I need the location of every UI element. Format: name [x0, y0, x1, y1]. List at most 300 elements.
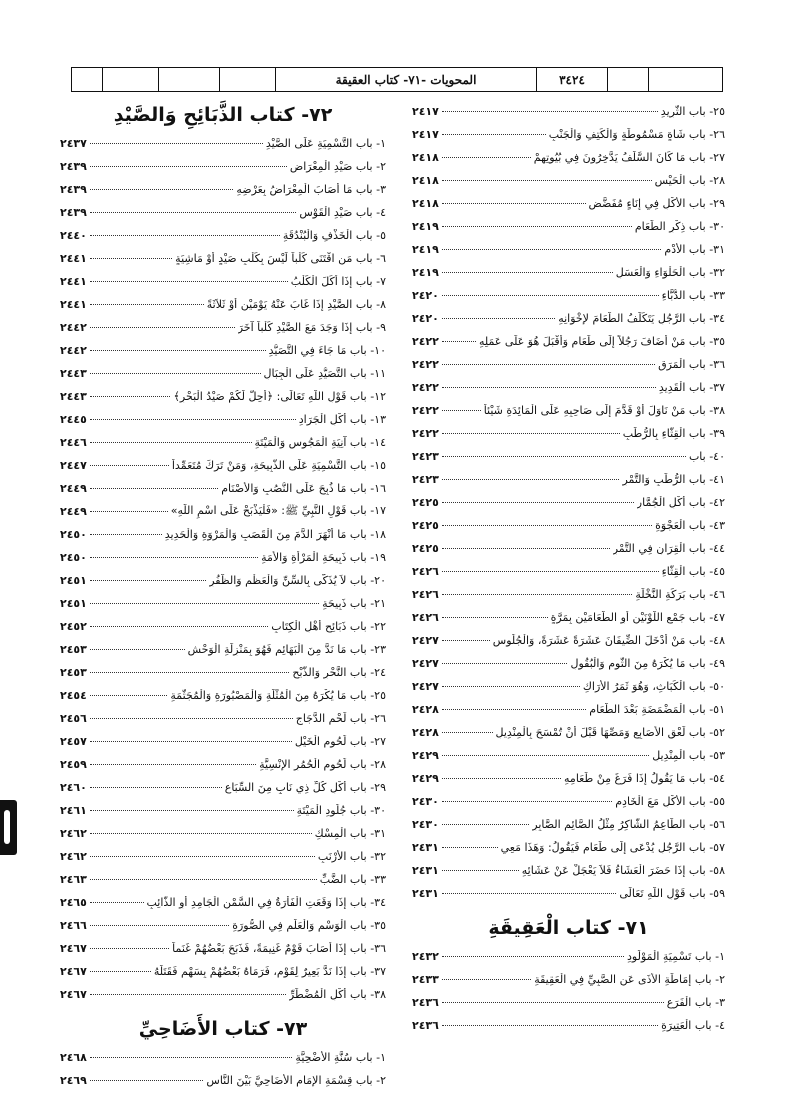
- entry-label: ١٨- باب مَا أَنْهَرَ الدَّمَ مِنَ الْقَصَبِ وَالْمَرْوَةِ وَالْحَدِيدِ: [164, 528, 386, 541]
- entry-label: ٤٦- باب بَرَكَةِ النَّخْلَةِ: [635, 588, 725, 601]
- toc-entry: [412, 652, 725, 675]
- entry-page: ٢٤٢٨: [412, 703, 439, 716]
- entry-page: ٢٤٣٠: [412, 818, 439, 831]
- leader-dots: [90, 856, 315, 857]
- toc-entry: [60, 914, 386, 937]
- header-cell: [103, 68, 159, 91]
- toc-entry: [60, 569, 386, 592]
- entry-page: ٢٤٤٩: [60, 482, 87, 495]
- toc-entry: [412, 606, 725, 629]
- book-title: ٧٢- كتاب الذَّبَائِحِ وَالصَّيْدِ: [113, 104, 333, 126]
- entry-page: ٢٤٢٦: [412, 588, 439, 601]
- entry-label: ١١- باب التَّصَيُّدِ عَلَى الْجِبَالِ: [263, 367, 386, 380]
- leader-dots: [442, 479, 620, 480]
- entry-label: ٣٢- باب الأَرْنَبِ: [317, 850, 386, 863]
- toc-entry: [60, 270, 386, 293]
- leader-dots: [90, 994, 286, 995]
- toc-entry: [412, 261, 725, 284]
- entry-page: ٢٤٥٩: [60, 758, 87, 771]
- entry-page: ٢٤٦٧: [60, 988, 87, 1001]
- entry-page: ٢٤٦٥: [60, 896, 87, 909]
- toc-entry: [60, 178, 386, 201]
- leader-dots: [442, 410, 481, 411]
- leader-dots: [90, 327, 235, 328]
- toc-entry: [60, 155, 386, 178]
- entry-label: ٤٨- باب مَنْ أَدْخَلَ الضِّيفَانَ عَشَرَةً عَشَرَةً، وَالْجُلُوسِ: [492, 634, 725, 647]
- leader-dots: [442, 364, 655, 365]
- entry-page: ٢٤٤٧: [60, 459, 87, 472]
- leader-dots: [442, 548, 610, 549]
- leader-dots: [90, 281, 288, 282]
- leader-dots: [442, 617, 548, 618]
- entry-page: ٢٤٢٥: [412, 542, 439, 555]
- toc-entry: [412, 721, 725, 744]
- entry-page: ٢٤٤٣: [60, 367, 87, 380]
- entry-label: ٦- باب مَنِ اقْتَنَى كَلْباً لَيْسَ بِكَلْبِ صَيْدٍ أَوْ مَاشِيَةٍ: [175, 252, 386, 265]
- entry-label: ١٣- باب أَكْلِ الْجَرَادِ: [298, 413, 386, 426]
- entry-label: ٤- باب الْعَتِيرَةِ: [661, 1019, 725, 1032]
- entry-page: ٢٤٢٨: [412, 726, 439, 739]
- leader-dots: [442, 502, 634, 503]
- leader-dots: [442, 571, 659, 572]
- toc-entry: [60, 477, 386, 500]
- entry-label: ٧- باب إِذَا أَكَلَ الْكَلْبُ: [290, 275, 386, 288]
- leader-dots: [90, 833, 312, 834]
- entry-page: ٢٤٣١: [412, 864, 439, 877]
- leader-dots: [442, 801, 612, 802]
- entry-label: ٢- باب صَيْدِ الْمِعْرَاضِ: [289, 160, 386, 173]
- toc-entry: [60, 224, 386, 247]
- entry-page: ٢٤٣١: [412, 841, 439, 854]
- left-column: [60, 100, 386, 1092]
- leader-dots: [442, 295, 659, 296]
- leader-dots: [90, 212, 296, 213]
- entry-label: ١٢- باب قَوْلِ اللَّهِ تَعَالَى: ﴿أُحِلَّ لَكُمْ صَيْدُ الْبَحْرِ﴾: [173, 390, 386, 403]
- leader-dots: [442, 778, 561, 779]
- leader-dots: [442, 755, 649, 756]
- entry-label: ٢٠- باب لاَ يُذَكَّى بِالسِّنِّ وَالْعَظْمِ وَالظُّفُرِ: [209, 574, 386, 587]
- entry-page: ٢٤٦١: [60, 804, 87, 817]
- entry-label: ٣- باب مَا أَصَابَ الْمِعْرَاضُ بِعَرْضِهِ: [236, 183, 386, 196]
- entry-label: ٥٥- باب الأَكْلِ مَعَ الْخَادِمِ: [615, 795, 725, 808]
- toc-entry: [412, 767, 725, 790]
- tab-mark: [4, 810, 10, 844]
- toc-entry: [412, 560, 725, 583]
- entry-label: ٤٩- باب مَا يُكْرَهُ مِنَ الثُّومِ وَالْبُقُولِ: [570, 657, 725, 670]
- leader-dots: [442, 387, 656, 388]
- toc-entry: [60, 661, 386, 684]
- toc-entry: [412, 491, 725, 514]
- header-cell: [220, 68, 276, 91]
- toc-entry: [412, 675, 725, 698]
- toc-entry: [412, 991, 725, 1014]
- leader-dots: [90, 488, 218, 489]
- leader-dots: [442, 956, 624, 957]
- entry-page: ٢٤١٨: [412, 174, 439, 187]
- entry-page: ٢٤٤٦: [60, 436, 87, 449]
- entry-page: ٢٤١٩: [412, 243, 439, 256]
- toc-entry: [412, 399, 725, 422]
- toc-entry: [412, 629, 725, 652]
- leader-dots: [442, 824, 529, 825]
- entry-label: ٢٥- باب مَا يُكْرَهُ مِنَ الْمُثْلَةِ وَالْمَصْبُورَةِ وَالْمُجَثَّمَةِ: [170, 689, 386, 702]
- entry-page: ٢٤٥٣: [60, 666, 87, 679]
- entry-page: ٢٤٢٧: [412, 680, 439, 693]
- entry-label: ٣٣- باب الضَّبِّ: [319, 873, 386, 886]
- leader-dots: [442, 249, 662, 250]
- entry-label: ٢١- باب ذَبِيحَةِ: [322, 597, 386, 610]
- toc-entry: [60, 983, 386, 1006]
- entry-label: ٥٩- باب قَوْلِ اللَّهِ تَعَالَى: [619, 887, 725, 900]
- leader-dots: [442, 847, 498, 848]
- toc-entry: [412, 422, 725, 445]
- leader-dots: [90, 396, 171, 397]
- entry-page: ٢٤٦٧: [60, 942, 87, 955]
- entry-page: ٢٤٢٢: [412, 335, 439, 348]
- toc-entry: [60, 776, 386, 799]
- entry-label: ٢٩- باب الأَكْلِ فِي إِنَاءٍ مُفَضَّضٍ: [588, 197, 725, 210]
- toc-entry: [412, 744, 725, 767]
- leader-dots: [90, 373, 261, 374]
- entry-label: ٣٢- باب الْحَلْوَاءِ وَالْعَسَلِ: [615, 266, 725, 279]
- entry-page: ٢٤١٨: [412, 151, 439, 164]
- toc-entry: [60, 385, 386, 408]
- entry-label: ٥٨- باب إِذَا حَضَرَ الْعَشَاءُ فَلاَ يَعْجَلْ عَنْ عَشَائِهِ: [521, 864, 725, 877]
- entry-page: ٢٤٣٩: [60, 160, 87, 173]
- entry-page: ٢٤٤١: [60, 298, 87, 311]
- entry-label: ٥٣- باب الْمِنْدِيلِ: [652, 749, 725, 762]
- entry-page: ٢٤٣٢: [412, 950, 439, 963]
- leader-dots: [442, 1002, 664, 1003]
- toc-entry: [60, 684, 386, 707]
- entry-page: ٢٤٥١: [60, 574, 87, 587]
- entry-label: ٢٨- باب لُحُومِ الْحُمُرِ الإِنْسِيَّةِ: [259, 758, 386, 771]
- entry-label: ١- باب التَّسْمِيَةِ عَلَى الصَّيْدِ: [265, 137, 386, 150]
- entry-label: ١٦- باب مَا ذُبِحَ عَلَى النُّصُبِ وَالأَصْنَامِ: [221, 482, 386, 495]
- entry-label: ٣٠- باب جُلُودِ الْمَيْتَةِ: [296, 804, 386, 817]
- entry-page: ٢٤٣٧: [60, 137, 87, 150]
- toc-entry: [60, 799, 386, 822]
- entry-label: ٤١- باب الرُّطَبِ وَالتَّمْرِ: [622, 473, 725, 486]
- toc-entry: [412, 514, 725, 537]
- leader-dots: [90, 764, 256, 765]
- header-cell: [649, 68, 689, 91]
- leader-dots: [442, 640, 490, 641]
- entry-page: ٢٤١٧: [412, 128, 439, 141]
- entry-label: ٤٧- باب جَمْعِ اللَّوْنَيْنِ أَوِ الطَّعَامَيْنِ بِمَرَّةٍ: [550, 611, 725, 624]
- leader-dots: [442, 203, 586, 204]
- leader-dots: [90, 350, 266, 351]
- entry-label: ٣- باب الْفَرَعِ: [666, 996, 725, 1009]
- toc-entry: [60, 546, 386, 569]
- entry-page: ٢٤٣٦: [412, 996, 439, 1009]
- entry-label: ٣٦- باب إِذَا أَصَابَ قَوْمٌ غَنِيمَةً، فَذَبَحَ بَعْضُهُمْ غَنَماً: [172, 942, 386, 955]
- leader-dots: [90, 442, 252, 443]
- entry-page: ٢٤٦٦: [60, 919, 87, 932]
- toc-entry: [60, 845, 386, 868]
- toc-entry: [60, 1069, 386, 1092]
- toc-entry: [60, 431, 386, 454]
- entry-label: ٥٢- باب لَعْقِ الأَصَابِعِ وَمَصِّهَا قَبْلَ أَنْ تُمْسَحَ بِالْمِنْدِيلِ: [495, 726, 725, 739]
- leader-dots: [90, 465, 169, 466]
- entry-page: ٢٤٦٣: [60, 873, 87, 886]
- toc-entry: [412, 583, 725, 606]
- toc-entry: [412, 284, 725, 307]
- entry-label: ١٥- باب التَّسْمِيَةِ عَلَى الذَّبِيحَةِ، وَمَنْ تَرَكَ مُتَعَمِّداً: [171, 459, 386, 472]
- toc-entry: [412, 215, 725, 238]
- entry-page: ٢٤٥٣: [60, 643, 87, 656]
- entry-page: ٢٤٢٩: [412, 772, 439, 785]
- entry-label: ٩- باب إِذَا وَجَدَ مَعَ الصَّيْدِ كَلْباً آخَرَ: [237, 321, 386, 334]
- entry-label: ٥٤- باب مَا يَقُولُ إِذَا فَرَغَ مِنْ طَعَامِهِ: [564, 772, 725, 785]
- leader-dots: [90, 672, 290, 673]
- toc-entry: [412, 882, 725, 905]
- entry-page: ٢٤١٩: [412, 266, 439, 279]
- entry-page: ٢٤٤٩: [60, 505, 87, 518]
- leader-dots: [90, 235, 280, 236]
- entry-label: ٢- باب قِسْمَةِ الإِمَامِ الأَضَاحِيَّ بَيْنَ النَّاسِ: [206, 1074, 386, 1087]
- entry-label: ٣٤- باب إِذَا وَقَعَتِ الْفَأْرَةُ فِي السَّمْنِ الْجَامِدِ أَوِ الذَّائِبِ: [146, 896, 386, 909]
- entry-label: ٣٠- باب ذِكْرِ الطَّعَامِ: [634, 220, 725, 233]
- toc-entry: [412, 698, 725, 721]
- toc-entry: [60, 523, 386, 546]
- toc-entry: [60, 1046, 386, 1069]
- spacer: [60, 1006, 386, 1014]
- entry-label: ٢٦- باب لَحْمِ الدَّجَاجِ: [295, 712, 386, 725]
- entry-page: ٢٤٤٢: [60, 321, 87, 334]
- entry-label: ٢٧- باب لُحُومِ الْخَيْلِ: [294, 735, 386, 748]
- entry-label: ٢٢- باب ذَبَائِحِ أَهْلِ الْكِتَابِ: [271, 620, 386, 633]
- leader-dots: [90, 189, 233, 190]
- entry-page: ٢٤٢٥: [412, 519, 439, 532]
- entry-page: ٢٤٦٧: [60, 965, 87, 978]
- leader-dots: [90, 166, 287, 167]
- entry-label: ٣٣- باب الدُّبَّاءِ: [661, 289, 725, 302]
- leader-dots: [442, 134, 546, 135]
- entry-label: ٣١- باب الأُدْمِ: [664, 243, 725, 256]
- entry-label: ٨- باب الصَّيْدِ إِذَا غَابَ عَنْهُ يَوْمَيْنِ أَوْ ثَلاَثَةً: [206, 298, 386, 311]
- leader-dots: [442, 709, 586, 710]
- leader-dots: [90, 718, 293, 719]
- leader-dots: [442, 341, 476, 342]
- toc-entry: [60, 615, 386, 638]
- toc-entry: [412, 813, 725, 836]
- leader-dots: [90, 419, 296, 420]
- leader-dots: [442, 870, 519, 871]
- entry-page: ٢٤٥١: [60, 597, 87, 610]
- book-title: ٧٣- كتاب الأَضَاحِيِّ: [138, 1018, 308, 1040]
- toc-entry: [60, 500, 386, 523]
- leader-dots: [442, 318, 555, 319]
- entry-page: ٢٤٥٧: [60, 735, 87, 748]
- leader-dots: [90, 1080, 204, 1081]
- leader-dots: [442, 686, 580, 687]
- entry-page: ٢٤٤٠: [60, 229, 87, 242]
- entry-label: ٢٣- باب مَا نَدَّ مِنَ الْبَهَائِمِ فَهُوَ بِمَنْزِلَةِ الْوَحْشِ: [187, 643, 386, 656]
- entry-label: ١٩- باب ذَبِيحَةِ الْمَرْأَةِ وَالأَمَةِ: [261, 551, 386, 564]
- page-number: ٣٤٢٤: [537, 68, 608, 91]
- toc-entry: [412, 238, 725, 261]
- entry-page: ٢٤٦٠: [60, 781, 87, 794]
- entry-label: ٣٥- باب مَنْ أَضَافَ رَجُلاً إِلَى طَعَامٍ وَأَقْبَلَ هُوَ عَلَى عَمَلِهِ: [478, 335, 725, 348]
- toc-entry: [412, 968, 725, 991]
- running-title: المحويات -٧١- كتاب العقيقة: [276, 68, 537, 91]
- entry-label: ٤٠- باب: [688, 450, 725, 463]
- entry-page: ٢٤٣٦: [412, 1019, 439, 1032]
- entry-page: ٢٤٢٩: [412, 749, 439, 762]
- toc-entry: [412, 945, 725, 968]
- entry-label: ٥٧- باب الرَّجُلِ يُدْعَى إِلَى طَعَامٍ فَيَقُولُ: وَهَذَا مَعِي: [500, 841, 725, 854]
- toc-entry: [60, 247, 386, 270]
- entry-page: ٢٤٣٩: [60, 183, 87, 196]
- leader-dots: [442, 979, 531, 980]
- entry-label: ٢٨- باب الْحَيْسِ: [654, 174, 725, 187]
- entry-page: ٢٤٥٠: [60, 551, 87, 564]
- toc-entry: [412, 468, 725, 491]
- leader-dots: [442, 1025, 658, 1026]
- entry-page: ٢٤١٨: [412, 197, 439, 210]
- toc-entry: [60, 753, 386, 776]
- entry-page: ٢٤٢٧: [412, 634, 439, 647]
- entry-page: ٢٤٦٢: [60, 850, 87, 863]
- entry-page: ٢٤٢٧: [412, 657, 439, 670]
- leader-dots: [442, 272, 613, 273]
- leader-dots: [90, 534, 162, 535]
- toc-entry: [60, 339, 386, 362]
- entry-page: ٢٤٢٦: [412, 565, 439, 578]
- toc-entry: [412, 376, 725, 399]
- toc-entry: [412, 146, 725, 169]
- toc-entry: [60, 891, 386, 914]
- entry-page: ٢٤٤٢: [60, 344, 87, 357]
- toc-entry: [60, 868, 386, 891]
- entry-page: ٢٤٦٩: [60, 1074, 87, 1087]
- header-cell: [608, 68, 649, 91]
- entry-label: ٣٥- باب الْوَسْمِ وَالْعَلَمِ فِي الصُّورَةِ: [232, 919, 386, 932]
- entry-label: ٣٨- باب مَنْ نَاوَلَ أَوْ قَدَّمَ إِلَى صَاحِبِهِ عَلَى الْمَائِدَةِ شَيْئاً: [483, 404, 725, 417]
- entry-label: ٥٦- باب الطَّاعِمُ الشَّاكِرُ مِثْلُ الصَّائِمِ الصَّابِرِ: [532, 818, 725, 831]
- leader-dots: [442, 456, 686, 457]
- entry-page: ٢٤١٧: [412, 105, 439, 118]
- entry-label: ٢٩- باب أَكْلِ كُلِّ ذِي نَابٍ مِنَ السِّبَاعِ: [224, 781, 386, 794]
- entry-label: ١٧- باب قَوْلِ النَّبِيِّ ﷺ: «فَلْيَذْبَحْ عَلَى اسْمِ اللَّهِ»: [170, 503, 386, 517]
- spacer: [412, 905, 725, 913]
- entry-label: ٢٦- باب شَاةٍ مَسْمُوطَةٍ وَالْكَتِفِ وَالْجَنْبِ: [548, 128, 725, 141]
- header-cell: [72, 68, 103, 91]
- toc-entry: [412, 100, 725, 123]
- side-thumb-tab: [0, 800, 17, 855]
- entry-page: ٢٤٤٥: [60, 413, 87, 426]
- entry-label: ٥١- باب الْمَضْمَضَةِ بَعْدَ الطَّعَامِ: [589, 703, 725, 716]
- toc-entry: [412, 330, 725, 353]
- entry-page: ٢٤٣١: [412, 887, 439, 900]
- entry-page: ٢٤٤١: [60, 275, 87, 288]
- entry-page: ٢٤١٩: [412, 220, 439, 233]
- entry-label: ١- باب سُنَّةِ الأُضْحِيَّةِ: [295, 1051, 386, 1064]
- leader-dots: [90, 649, 185, 650]
- entry-page: ٢٤٥٢: [60, 620, 87, 633]
- entry-label: ١- باب تَسْمِيَةِ الْمَوْلُودِ: [627, 950, 725, 963]
- entry-label: ١٠- باب مَا جَاءَ فِي التَّصَيُّدِ: [268, 344, 386, 357]
- entry-page: ٢٤٥٦: [60, 712, 87, 725]
- entry-label: ١٤- باب آنِيَةِ الْمَجُوسِ وَالْمَيْتَةِ: [254, 436, 386, 449]
- leader-dots: [442, 893, 616, 894]
- toc-entry: [412, 169, 725, 192]
- leader-dots: [442, 180, 652, 181]
- entry-label: ٢٧- باب مَا كَانَ السَّلَفُ يَدَّخِرُونَ فِي بُيُوتِهِمْ: [533, 151, 725, 164]
- toc-entry: [60, 730, 386, 753]
- entry-page: ٢٤٤٣: [60, 390, 87, 403]
- leader-dots: [442, 594, 632, 595]
- entry-label: ٤٣- باب الْعَجْوَةِ: [655, 519, 725, 532]
- toc-entry: [412, 537, 725, 560]
- leader-dots: [90, 626, 268, 627]
- entry-label: ٣٩- باب الْقِثَّاءِ بِالرُّطَبِ: [622, 427, 725, 440]
- toc-entry: [412, 1014, 725, 1037]
- toc-entry: [412, 307, 725, 330]
- toc-entry: [412, 859, 725, 882]
- leader-dots: [90, 304, 204, 305]
- leader-dots: [90, 1057, 293, 1058]
- leader-dots: [90, 695, 168, 696]
- toc-entry: [60, 638, 386, 661]
- entry-label: ٣٤- باب الرَّجُلِ يَتَكَلَّفُ الطَّعَامَ لإِخْوَانِهِ: [558, 312, 725, 325]
- toc-entry: [60, 362, 386, 385]
- entry-page: ٢٤٦٨: [60, 1051, 87, 1064]
- entry-label: ٤٢- باب أَكْلِ الْجُمَّارِ: [636, 496, 725, 509]
- entry-page: ٢٤٣٠: [412, 795, 439, 808]
- leader-dots: [90, 511, 168, 512]
- leader-dots: [90, 580, 206, 581]
- toc-entry: [60, 201, 386, 224]
- leader-dots: [442, 111, 658, 112]
- entry-label: ٤٤- باب الْقِرَانِ فِي التَّمْرِ: [612, 542, 725, 555]
- entry-label: ٣٧- باب إِذَا نَدَّ بَعِيرٌ لِقَوْمٍ، فَرَمَاهُ بَعْضُهُمْ بِسَهْمٍ فَقَتَلَهُ: [153, 965, 386, 978]
- leader-dots: [90, 557, 258, 558]
- leader-dots: [442, 732, 493, 733]
- entry-page: ٢٤٥٠: [60, 528, 87, 541]
- entry-page: ٢٤٢٢: [412, 427, 439, 440]
- entry-page: ٢٤٢٣: [412, 473, 439, 486]
- toc-entry: [60, 960, 386, 983]
- leader-dots: [90, 787, 222, 788]
- leader-dots: [90, 879, 317, 880]
- leader-dots: [90, 925, 229, 926]
- entry-label: ٤٥- باب الْقِثَّاءِ: [661, 565, 725, 578]
- entry-page: ٢٤٦٢: [60, 827, 87, 840]
- entry-page: ٢٤٢٢: [412, 381, 439, 394]
- toc-entry: [412, 353, 725, 376]
- entry-page: ٢٤٣٩: [60, 206, 87, 219]
- toc-entry: [412, 790, 725, 813]
- toc-entry: [60, 592, 386, 615]
- entry-label: ٤- باب صَيْدِ الْقَوْسِ: [299, 206, 386, 219]
- entry-page: ٢٤٢٥: [412, 496, 439, 509]
- toc-entry: [60, 316, 386, 339]
- toc-entry: [60, 454, 386, 477]
- entry-label: ٢٥- باب الثَّرِيدِ: [660, 105, 725, 118]
- right-column: [412, 100, 725, 1037]
- entry-label: ٥- باب الْخَذْفِ وَالْبُنْدُقَةِ: [282, 229, 386, 242]
- toc-entry: [60, 707, 386, 730]
- entry-label: ٣٦- باب الْمَرَقِ: [658, 358, 725, 371]
- leader-dots: [90, 902, 144, 903]
- header-cell: [159, 68, 220, 91]
- leader-dots: [442, 433, 620, 434]
- leader-dots: [442, 157, 531, 158]
- entry-label: ٥٠- باب الْكَبَاثِ، وَهُوَ ثَمَرُ الأَرَاكِ: [582, 680, 725, 693]
- entry-label: ٣٧- باب الْقَدِيدِ: [658, 381, 725, 394]
